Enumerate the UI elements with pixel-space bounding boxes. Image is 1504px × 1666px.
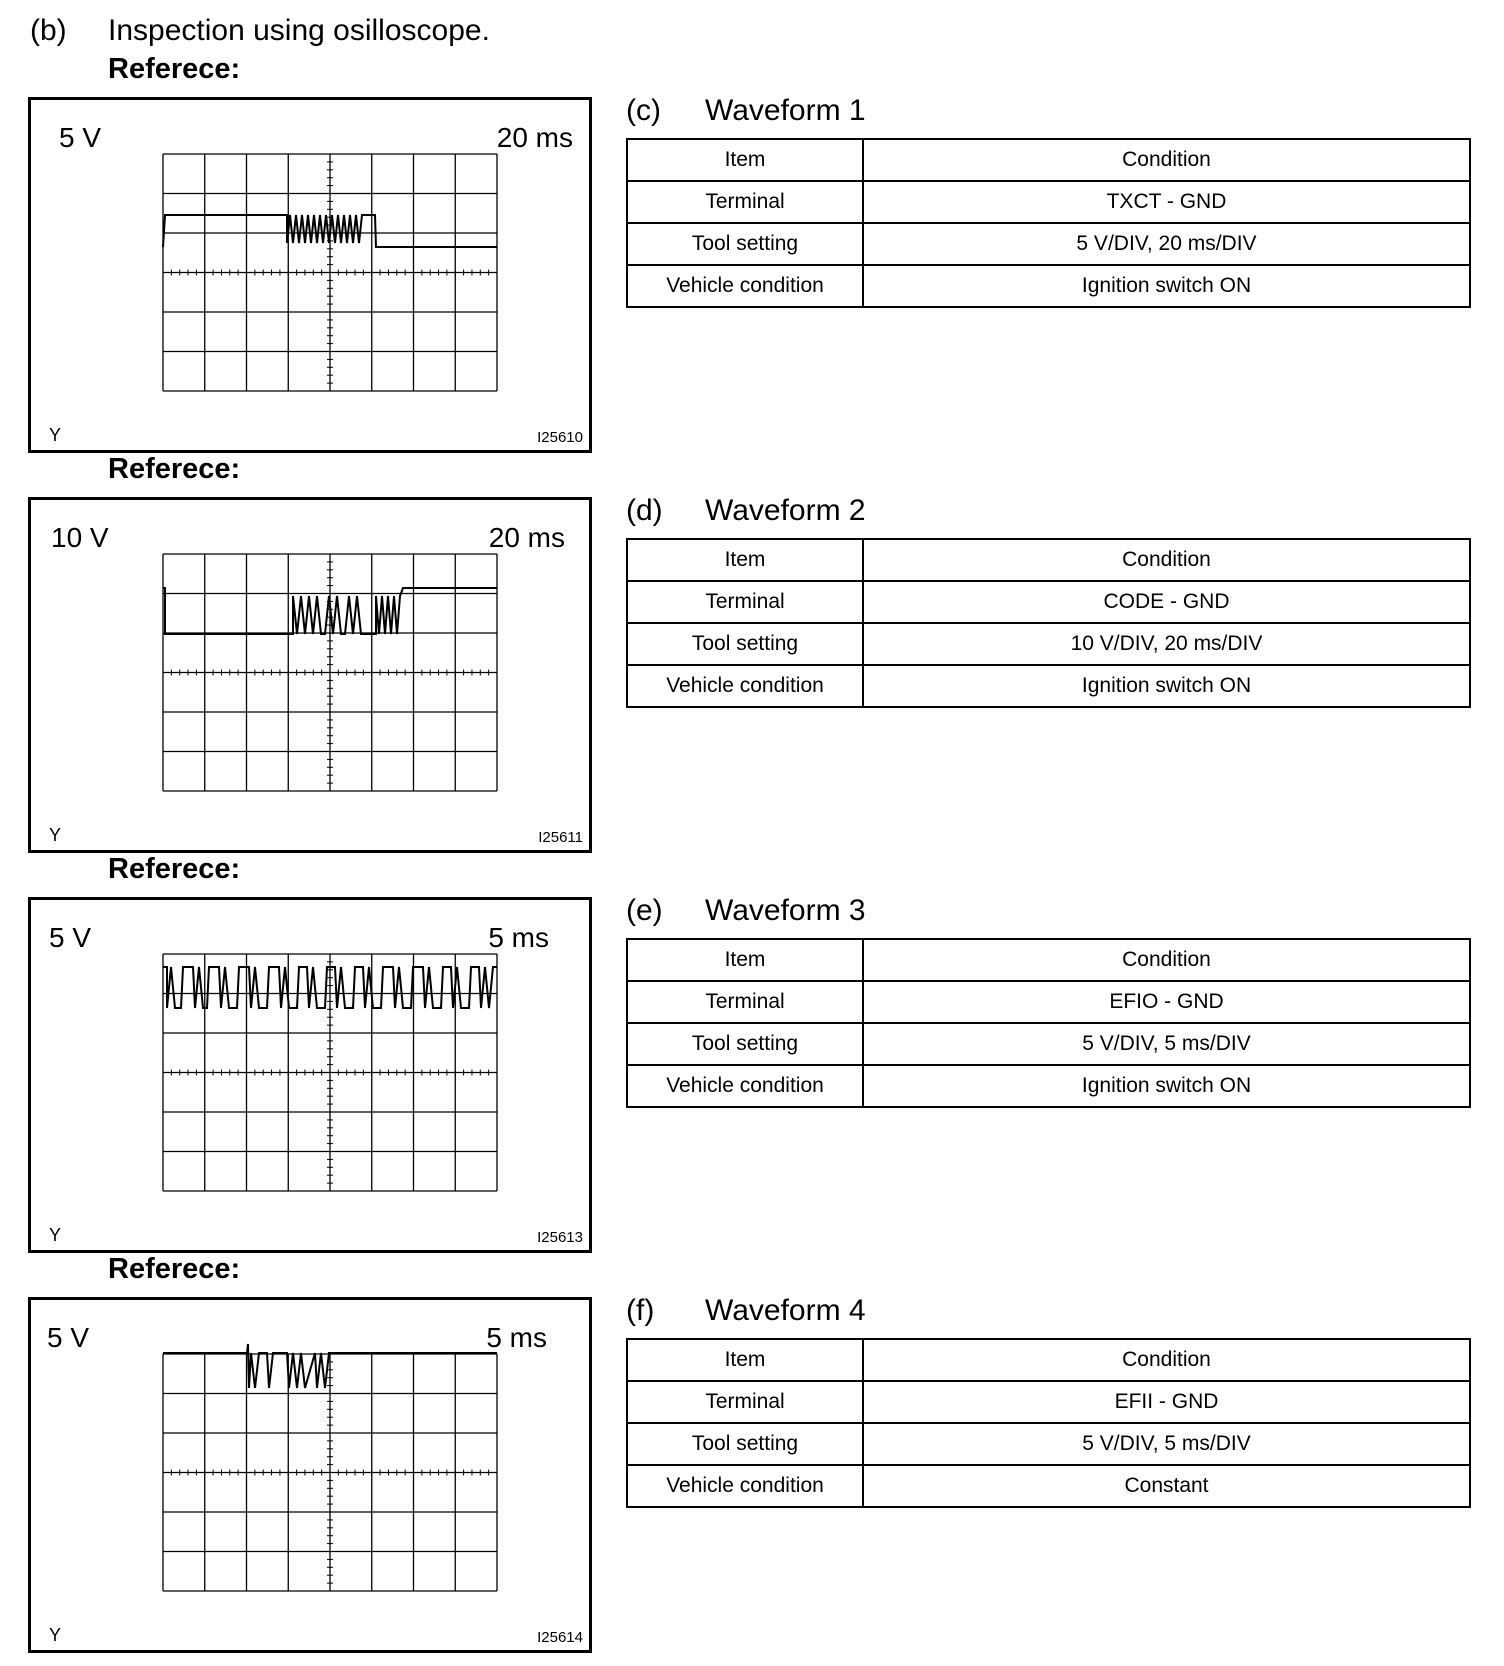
table-row: [627, 1381, 1470, 1423]
table-row: [627, 981, 1470, 1023]
scope-y-label: Y: [49, 425, 62, 445]
oscilloscope-screen-1: [28, 97, 592, 453]
table-header-row: [627, 539, 1470, 581]
header-condition: Condition: [863, 139, 1470, 181]
figure-id: I25611: [538, 829, 583, 846]
condition-table-2: [626, 538, 1471, 708]
table-row: [627, 223, 1470, 265]
row-item: Tool setting: [627, 1423, 863, 1465]
row-item: Tool setting: [627, 1023, 863, 1065]
row-value: 5 V/DIV, 5 ms/DIV: [863, 1023, 1470, 1065]
scope-time-label: 5 ms: [488, 922, 549, 953]
header-item: Item: [627, 139, 863, 181]
row-item: Vehicle condition: [627, 265, 863, 307]
table-header-row: [627, 1339, 1470, 1381]
row-item: Vehicle condition: [627, 1465, 863, 1507]
row-value: 10 V/DIV, 20 ms/DIV: [863, 623, 1470, 665]
scope-y-label: Y: [49, 1625, 62, 1645]
scope-time-label: 5 ms: [486, 1322, 547, 1353]
row-item: Terminal: [627, 181, 863, 223]
header-condition: Condition: [863, 539, 1470, 581]
table-row: [627, 623, 1470, 665]
waveform-title-2: Waveform 2: [705, 494, 866, 527]
oscilloscope-screen-3: [28, 897, 592, 1253]
row-value: Ignition switch ON: [863, 1065, 1470, 1107]
header-condition: Condition: [863, 939, 1470, 981]
table-row: [627, 1423, 1470, 1465]
oscilloscope-screen-2: [28, 497, 592, 853]
waveform-letter-4: (f): [626, 1294, 655, 1327]
row-value: TXCT - GND: [863, 181, 1470, 223]
reference-heading-2: Referece:: [108, 453, 241, 485]
row-item: Vehicle condition: [627, 1065, 863, 1107]
condition-table-1: [626, 138, 1471, 308]
condition-table-4: [626, 1338, 1471, 1508]
row-item: Terminal: [627, 581, 863, 623]
row-item: Terminal: [627, 1381, 863, 1423]
waveform-letter-2: (d): [626, 494, 663, 527]
condition-table-3: [626, 938, 1471, 1108]
scope-graticule: [163, 1354, 497, 1591]
waveform-letter-1: (c): [626, 94, 661, 127]
intro-title: Inspection using osilloscope.: [108, 14, 490, 47]
figure-id: I25613: [537, 1229, 583, 1246]
row-item: Tool setting: [627, 623, 863, 665]
row-value: EFII - GND: [863, 1381, 1470, 1423]
table-row: [627, 581, 1470, 623]
scope-volt-label: 5 V: [47, 1322, 90, 1353]
row-value: 5 V/DIV, 20 ms/DIV: [863, 223, 1470, 265]
header-item: Item: [627, 939, 863, 981]
waveform-title-1: Waveform 1: [705, 94, 866, 127]
scope-volt-label: 5 V: [59, 122, 102, 153]
figure-id: I25610: [537, 429, 583, 446]
header-item: Item: [627, 539, 863, 581]
table-row: [627, 1065, 1470, 1107]
oscilloscope-screen-4: [28, 1297, 592, 1653]
row-value: EFIO - GND: [863, 981, 1470, 1023]
scope-graticule: [163, 954, 497, 1191]
table-row: [627, 181, 1470, 223]
row-value: Ignition switch ON: [863, 665, 1470, 707]
waveform-letter-3: (e): [626, 894, 663, 927]
table-header-row: [627, 939, 1470, 981]
figure-id: I25614: [537, 1629, 583, 1646]
scope-y-label: Y: [49, 1225, 62, 1245]
row-value: Ignition switch ON: [863, 265, 1470, 307]
header-condition: Condition: [863, 1339, 1470, 1381]
row-value: 5 V/DIV, 5 ms/DIV: [863, 1423, 1470, 1465]
row-item: Terminal: [627, 981, 863, 1023]
waveform-title-3: Waveform 3: [705, 894, 866, 927]
row-item: Tool setting: [627, 223, 863, 265]
row-value: CODE - GND: [863, 581, 1470, 623]
table-row: [627, 265, 1470, 307]
row-value: Constant: [863, 1465, 1470, 1507]
reference-heading-3: Referece:: [108, 853, 241, 885]
scope-graticule: [163, 554, 497, 791]
table-row: [627, 665, 1470, 707]
scope-graticule: [163, 154, 497, 391]
reference-heading-1: Referece:: [108, 53, 241, 85]
reference-heading-4: Referece:: [108, 1253, 241, 1285]
scope-volt-label: 10 V: [51, 522, 109, 553]
scope-time-label: 20 ms: [488, 522, 565, 553]
table-header-row: [627, 139, 1470, 181]
row-item: Vehicle condition: [627, 665, 863, 707]
intro-label: (b): [30, 14, 67, 47]
header-item: Item: [627, 1339, 863, 1381]
scope-time-label: 20 ms: [496, 122, 573, 153]
waveform-title-4: Waveform 4: [705, 1294, 866, 1327]
scope-volt-label: 5 V: [49, 922, 92, 953]
table-row: [627, 1023, 1470, 1065]
scope-y-label: Y: [49, 825, 62, 845]
table-row: [627, 1465, 1470, 1507]
